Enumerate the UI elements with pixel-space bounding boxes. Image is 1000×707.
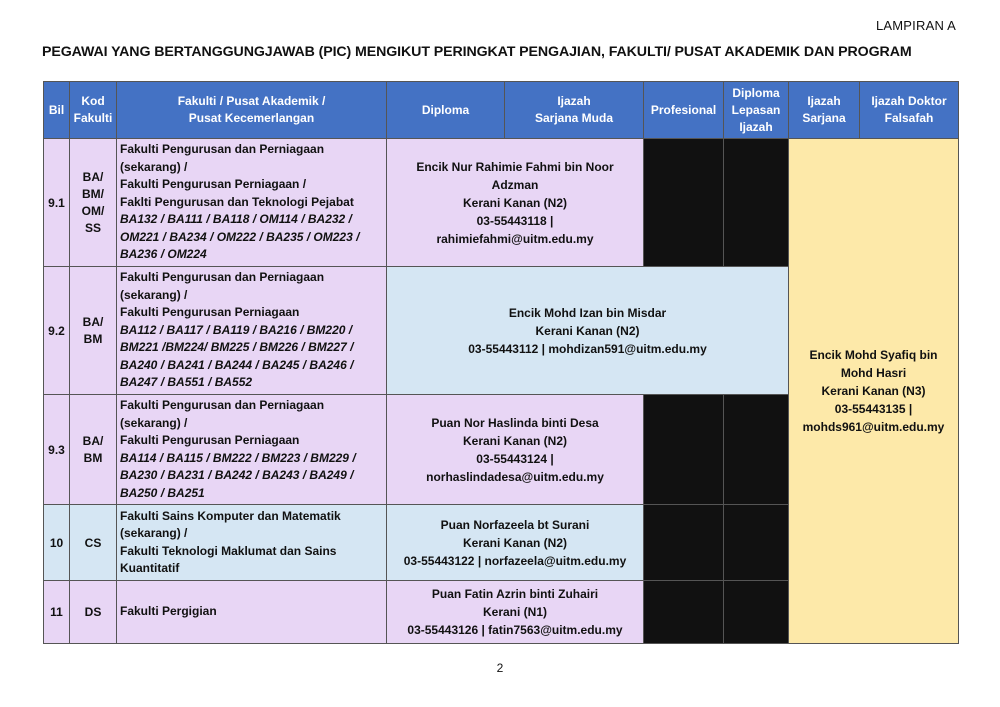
row-fakulti: Fakulti Pergigian (117, 581, 387, 644)
pic-table (43, 81, 959, 644)
row-bil: 10 (44, 505, 70, 581)
row-pic-diploma-sarjana-muda: Puan Fatin Azrin binti Zuhairi Kerani (N1) 03-55443126 | fatin7563@uitm.edu.my (387, 581, 644, 644)
row-fakulti: Fakulti Pengurusan dan Perniagaan (sekarang) / Fakulti Pengurusan Perniagaan BA112 / BA117 / BA119 / BA216 / BM220 / BM221 /BM224/ BM225 / BM226 / BM227 / BA240 / BA241 / BA244 / BA245 / BA246 / BA247 / BA551 / BA552 (117, 267, 387, 395)
cell-not-applicable (724, 139, 789, 267)
header-ijazah-sarjana-muda: Ijazah Sarjana Muda (505, 82, 644, 139)
header-diploma: Diploma (387, 82, 505, 139)
header-profesional: Profesional (644, 82, 724, 139)
cell-not-applicable (644, 139, 724, 267)
row-kod: BA/ BM/ OM/ SS (70, 139, 117, 267)
row-pic-diploma-sarjana-muda: Puan Nor Haslinda binti Desa Kerani Kanan (N2) 03-55443124 | norhaslindadesa@uitm.edu.my (387, 395, 644, 505)
row-kod: CS (70, 505, 117, 581)
row-bil: 11 (44, 581, 70, 644)
row-fakulti: Fakulti Pengurusan dan Perniagaan (sekarang) / Fakulti Pengurusan Perniagaan / Faklti Pengurusan dan Teknologi Pejabat BA132 / BA111 / BA118 / OM114 / BA232 / OM221 / BA234 / OM222 / BA235 / OM223 / BA236 / OM224 (117, 139, 387, 267)
table-row (44, 139, 959, 267)
row-kod: BA/ BM (70, 267, 117, 395)
header-diploma-lepasan-ijazah: Diploma Lepasan Ijazah (724, 82, 789, 139)
cell-not-applicable (644, 505, 724, 581)
pic-sarjana-doktor-falsafah: Encik Mohd Syafiq bin Mohd Hasri Kerani Kanan (N3) 03-55443135 | mohds961@uitm.edu.my (789, 139, 959, 644)
row-kod: DS (70, 581, 117, 644)
row-pic-diploma-sarjana-muda: Puan Norfazeela bt Surani Kerani Kanan (N2) 03-55443122 | norfazeela@uitm.edu.my (387, 505, 644, 581)
cell-not-applicable (724, 581, 789, 644)
row-fakulti: Fakulti Sains Komputer dan Matematik (sekarang) / Fakulti Teknologi Maklumat dan Sains Kuantitatif (117, 505, 387, 581)
cell-not-applicable (724, 505, 789, 581)
row-bil: 9.3 (44, 395, 70, 505)
row-pic-diploma-to-dlp: Encik Mohd Izan bin Misdar Kerani Kanan (N2) 03-55443112 | mohdizan591@uitm.edu.my (387, 267, 789, 395)
header-kod: Kod Fakulti (70, 82, 117, 139)
header-bil: Bil (44, 82, 70, 139)
cell-not-applicable (644, 581, 724, 644)
header-row (44, 82, 959, 139)
document-title: PEGAWAI YANG BERTANGGUNGJAWAB (PIC) MENGIKUT PERINGKAT PENGAJIAN, FAKULTI/ PUSAT AKADEMIK DAN PROGRAM (42, 44, 912, 60)
row-fakulti: Fakulti Pengurusan dan Perniagaan (sekarang) / Fakulti Pengurusan Perniagaan BA114 / BA115 / BM222 / BM223 / BM229 / BA230 / BA231 / BA242 / BA243 / BA249 / BA250 / BA251 (117, 395, 387, 505)
header-ijazah-sarjana: Ijazah Sarjana (789, 82, 860, 139)
row-kod: BA/ BM (70, 395, 117, 505)
cell-not-applicable (724, 395, 789, 505)
row-bil: 9.2 (44, 267, 70, 395)
row-bil: 9.1 (44, 139, 70, 267)
page-number: 2 (496, 661, 504, 675)
lampiran-label: LAMPIRAN A (875, 18, 956, 33)
cell-not-applicable (644, 395, 724, 505)
header-fakulti: Fakulti / Pusat Akademik / Pusat Kecemerlangan (117, 82, 387, 139)
row-pic-diploma-sarjana-muda: Encik Nur Rahimie Fahmi bin Noor Adzman Kerani Kanan (N2) 03-55443118 | rahimiefahmi@uitm.edu.my (387, 139, 644, 267)
header-ijazah-doktor-falsafah: Ijazah Doktor Falsafah (860, 82, 959, 139)
